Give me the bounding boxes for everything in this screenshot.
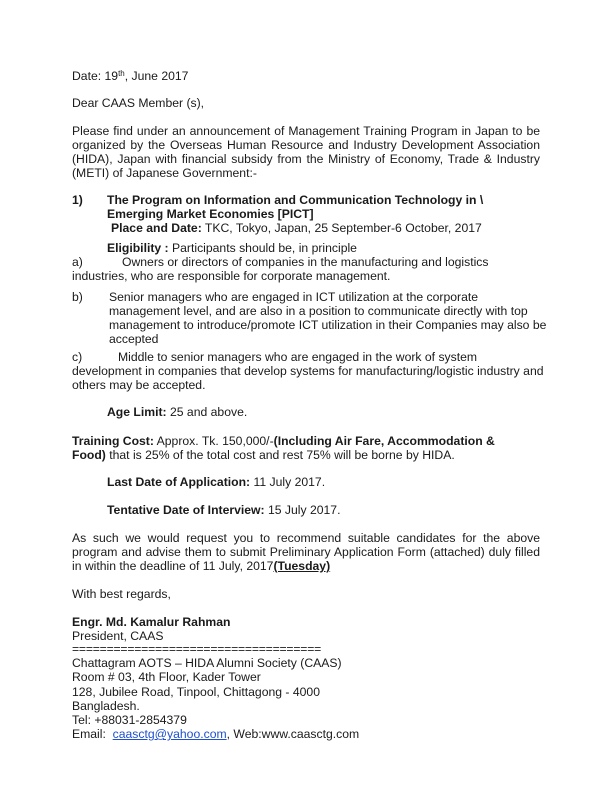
salutation: Dear CAAS Member (s),	[72, 96, 205, 110]
age-limit	[107, 405, 247, 419]
place-value: TKC, Tokyo, Japan, 25 September-6 October, 2017	[201, 221, 482, 235]
training-cost-food: Food)	[72, 448, 106, 462]
eligibility-a-marker: a)	[72, 255, 83, 269]
last-date-label: Last Date of Application:	[107, 475, 251, 489]
place-and-date	[111, 221, 482, 235]
address-room: Room # 03, 4th Floor, Kader Tower	[72, 670, 261, 684]
intro-line-1: Please find under an announcement of Management Training Program in Japan to be	[72, 124, 540, 138]
training-cost-share: that is 25% of the total cost and rest 75% will be borne by HIDA.	[105, 448, 455, 462]
eligibility-line	[107, 241, 357, 255]
training-cost-line-1	[72, 434, 495, 448]
eligibility-b-line-1: Senior managers who are engaged in ICT utilization at the corporate	[109, 290, 479, 304]
interview-value: 15 July 2017.	[264, 503, 341, 517]
program-number: 1)	[72, 193, 83, 207]
eligibility-b-marker: b)	[72, 290, 83, 304]
program-title-line-2: Emerging Market Economies [PICT]	[107, 207, 314, 221]
signatory-name: Engr. Md. Kamalur Rahman	[72, 615, 231, 629]
eligibility-c-line-1: Middle to senior managers who are engaged in the work of system	[118, 350, 478, 364]
age-value: 25 and above.	[166, 405, 248, 419]
eligibility-a-line-2: industries, who are responsible for corporate management.	[72, 269, 391, 283]
telephone: Tel: +88031-2854379	[72, 713, 187, 727]
date-prefix: Date: 19	[72, 69, 119, 83]
intro-line-3: (HIDA), Japan with financial subsidy from the Ministry of Economy, Trade & Industry	[72, 152, 540, 166]
eligibility-b-line-2: management level, and are also in a position to communicate directly with top	[109, 304, 528, 318]
date-suffix-sup: th	[118, 69, 125, 78]
age-label: Age Limit:	[107, 405, 167, 419]
intro-line-2: organized by the Overseas Human Resource and Industry Development Association	[72, 138, 540, 152]
closing: With best regards,	[72, 587, 171, 601]
training-cost-line-2	[72, 448, 455, 462]
eligibility-c-line-2: development in companies that develop systems for manufacturing/logistic industry and	[72, 364, 544, 378]
website: , Web:www.caasctg.com	[226, 727, 360, 741]
interview-label: Tentative Date of Interview:	[107, 503, 265, 517]
training-cost-label: Training Cost:	[72, 434, 154, 448]
email-label: Email:	[72, 727, 113, 741]
intro-line-4: (METI) of Japanese Government:-	[72, 166, 257, 180]
eligibility-c-line-3: others may be accepted.	[72, 378, 206, 392]
request-weekday: (Tuesday)	[273, 559, 331, 573]
address-country: Bangladesh.	[72, 699, 140, 713]
interview-date	[107, 503, 340, 517]
eligibility-b-line-4: accepted	[109, 332, 159, 346]
eligibility-b-line-3: management to introduce/promote ICT utilization in their Companies may also be	[109, 318, 547, 332]
last-date-of-application	[107, 475, 325, 489]
email-link[interactable]: caasctg@yahoo.com	[112, 727, 227, 741]
date-line	[72, 69, 188, 83]
training-cost-inclusions: (Including Air Fare, Accommodation &	[273, 434, 495, 448]
signatory-title: President, CAAS	[72, 629, 164, 643]
request-line-1: As such we would request you to recommend suitable candidates for the above	[72, 531, 540, 545]
contact-line	[72, 727, 359, 741]
eligibility-value: Participants should be, in principle	[168, 241, 357, 255]
eligibility-label: Eligibility :	[107, 241, 169, 255]
organization-name: Chattagram AOTS – HIDA Alumni Society (CAAS)	[72, 656, 342, 670]
request-deadline: in within the deadline of 11 July, 2017	[72, 559, 274, 573]
signature-divider: ====================================	[72, 642, 322, 656]
date-month-year: , June 2017	[124, 69, 189, 83]
training-cost-value: Approx. Tk. 150,000/-	[153, 434, 274, 448]
request-line-2: program and advise them to submit Preliminary Application Form (attached) duly filled	[72, 545, 540, 559]
eligibility-c-marker: c)	[72, 350, 83, 364]
last-date-value: 11 July 2017.	[250, 475, 326, 489]
eligibility-a-line-1: Owners or directors of companies in the manufacturing and logistics	[122, 255, 489, 269]
request-line-3	[72, 559, 330, 573]
address-street: 128, Jubilee Road, Tinpool, Chittagong - 4000	[72, 685, 320, 699]
place-label: Place and Date:	[111, 221, 202, 235]
program-title-line-1: The Program on Information and Communication Technology in \	[107, 193, 484, 207]
